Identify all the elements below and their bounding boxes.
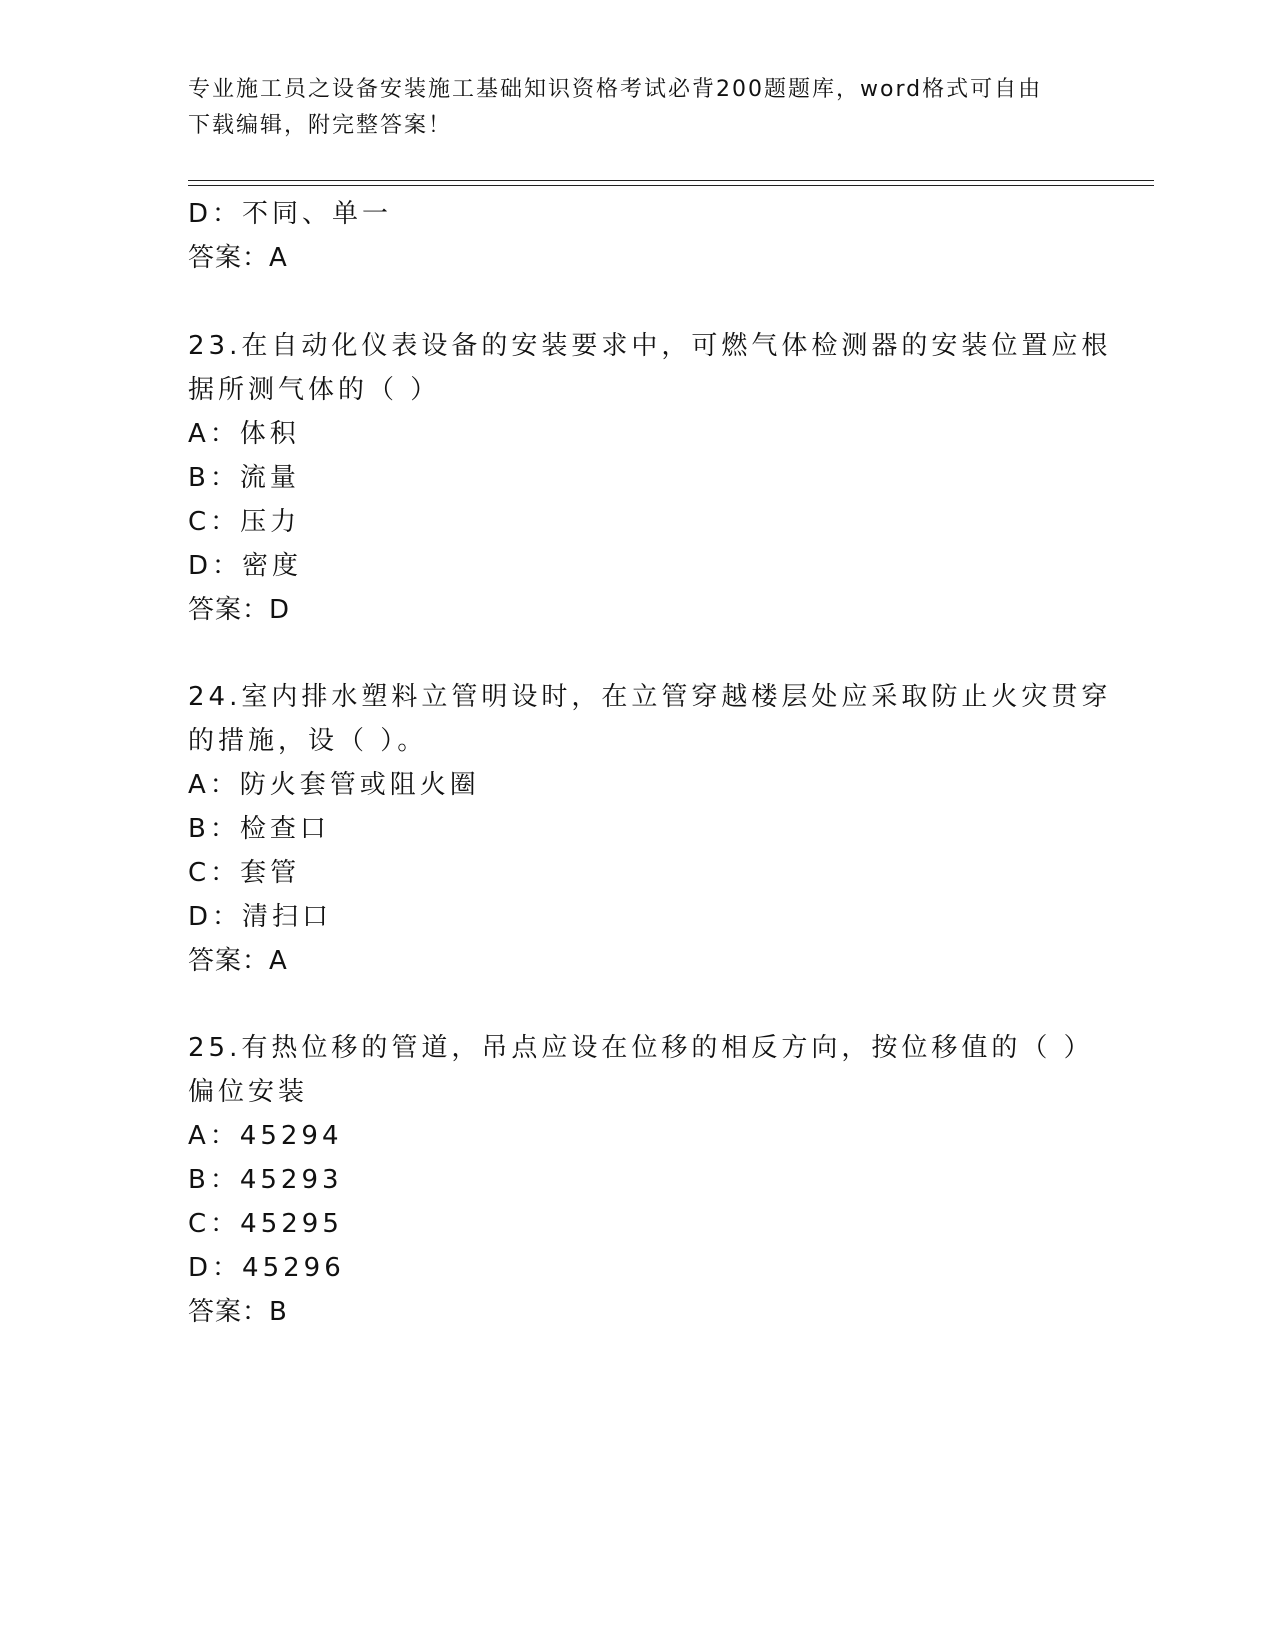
question-24-option-c: C：套管 [188, 858, 301, 888]
document-header [188, 72, 1088, 144]
header-divider-top [188, 180, 1154, 181]
question-23-option-d: D：密度 [188, 551, 303, 581]
question-23-stem-line-1: 23.在自动化仪表设备的安装要求中，可燃气体检测器的安装位置应根 [188, 331, 1112, 361]
question-23-option-c: C：压力 [188, 507, 301, 537]
question-24-answer: 答案：A [188, 946, 288, 976]
question-24-stem-line-2: 的措施，设（ ）。 [188, 726, 428, 756]
question-25-option-b: B：45293 [188, 1165, 343, 1195]
question-25-answer: 答案：B [188, 1297, 288, 1327]
prev-option-d: D：不同、单一 [188, 199, 393, 229]
header-line-2: 下载编辑，附完整答案！ [188, 113, 453, 138]
header-divider-bottom [188, 185, 1154, 186]
question-24-stem-line-1: 24.室内排水塑料立管明设时，在立管穿越楼层处应采取防止火灾贯穿 [188, 682, 1112, 712]
question-23-answer: 答案：D [188, 595, 291, 625]
header-line-1: 专业施工员之设备安装施工基础知识资格考试必背200题题库，word格式可自由 [188, 77, 1043, 102]
question-24-option-b: B：检查口 [188, 814, 330, 844]
question-25-stem-line-1: 25.有热位移的管道，吊点应设在位移的相反方向，按位移值的（ ） [188, 1033, 1094, 1063]
question-23-option-a: A：体积 [188, 419, 300, 449]
question-25-option-c: C：45295 [188, 1209, 343, 1239]
question-23-option-b: B：流量 [188, 463, 300, 493]
question-23-stem-line-2: 据所测气体的（ ） [188, 375, 441, 405]
question-25-stem-line-2: 偏位安装 [188, 1077, 309, 1107]
question-24-option-d: D：清扫口 [188, 902, 333, 932]
question-24-option-a: A：防火套管或阻火圈 [188, 770, 480, 800]
question-25-option-d: D：45296 [188, 1253, 345, 1283]
question-25-option-a: A：45294 [188, 1121, 343, 1151]
prev-answer: 答案：A [188, 243, 288, 273]
